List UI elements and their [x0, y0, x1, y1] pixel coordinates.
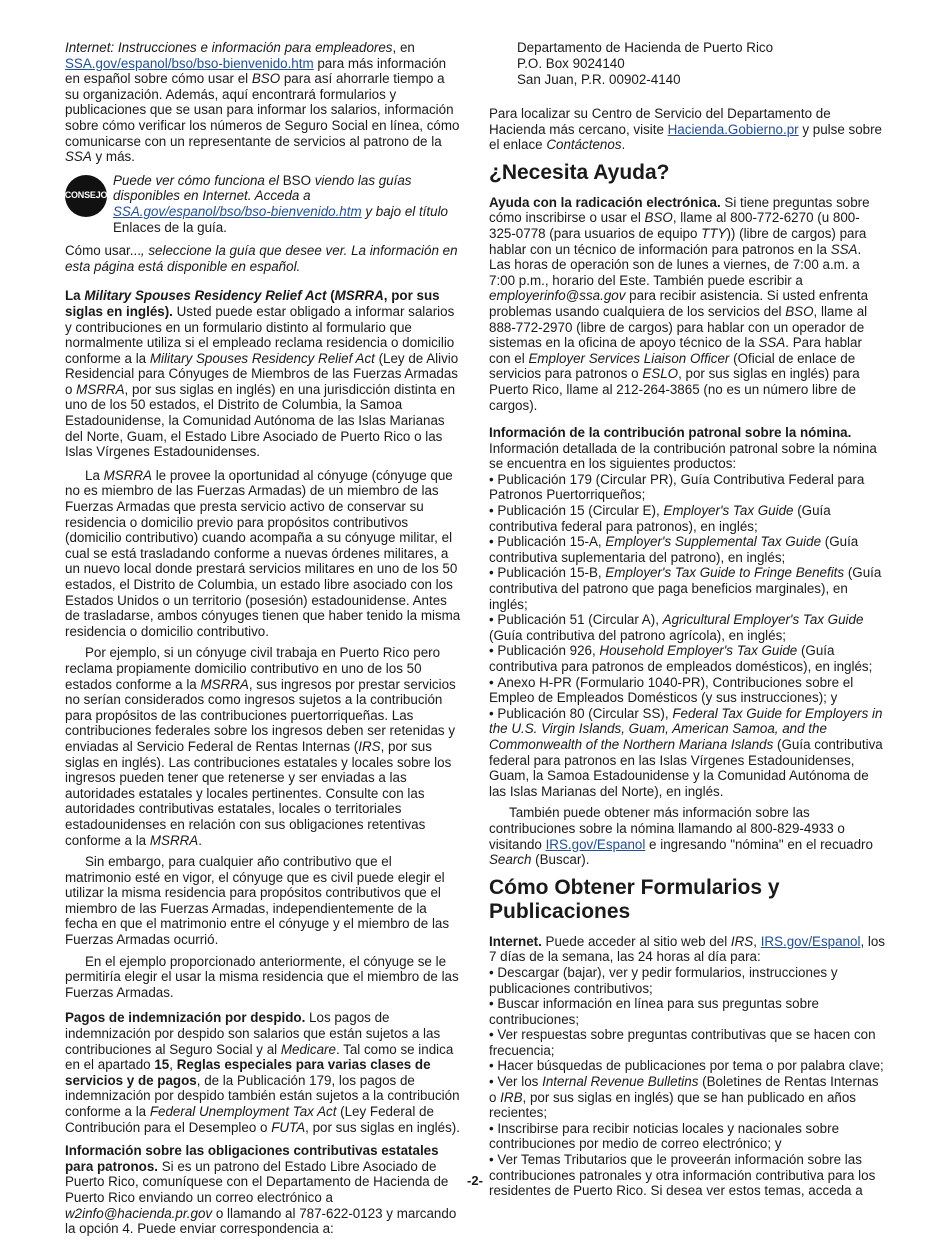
consejo-text: Puede ver cómo funciona el BSO viendo las guías disponibles en Internet. Acceda a SSA.gov/espanol/bso/bso-bienvenido.htm y bajo el título Enlaces de la guía. — [113, 172, 448, 235]
list-item: • Ver respuestas sobre preguntas contributivas que se hacen con frecuencia; — [489, 1027, 885, 1058]
list-item: • Publicación 179 (Circular PR), Guía Contributiva Federal para Patronos Puertorriqueños; — [489, 472, 885, 503]
list-item: • Inscribirse para recibir noticias locales y nacionales sobre contribuciones por medio de correo electrónico; y — [489, 1121, 885, 1152]
right-column — [489, 40, 885, 1205]
hacienda-address: Departamento de Hacienda de Puerto Rico P.O. Box 9024140 San Juan, P.R. 00902-4140 — [517, 40, 774, 87]
internet-paragraph: Internet. Puede acceder al sitio web del IRS, IRS.gov/Espanol, los 7 días de la semana, las 24 horas al día para: — [489, 933, 885, 965]
nomina-list — [489, 472, 885, 799]
left-column — [65, 40, 461, 1245]
list-item: • Hacer búsquedas de publicaciones por tema o por palabra clave; — [489, 1058, 885, 1074]
irs-espanol-link[interactable]: IRS.gov/Espanol — [545, 836, 646, 852]
list-item: • Anexo H-PR (Formulario 1040-PR), Contribuciones sobre el Empleo de Empleados Domésticos (y sus instrucciones); y — [489, 675, 885, 706]
ayuda-paragraph: Ayuda con la radicación electrónica. Si tiene preguntas sobre cómo inscribirse o usar el BSO, llame al 800-772-6270 (u 800-325-0778 (para usuarios de equipo TTY)) (libre de cargos) para hablar con un técnico de información para patronos en la SSA. Las horas de operación son de lunes a viernes, de 7:00 a.m. a 7:00 p.m., horario del Este. También puede escribir a employerinfo@ssa.gov para recibir asistencia. Si usted enfrenta problemas usando cualquiera de los servicios del BSO, llame al 888-772-2970 (libre de cargos) para hablar con un operador de sistemas en la oficina de apoyo técnico de la SSA. Para hablar con el Employer Services Liaison Officer (Oficial de enlace de servicios para patronos o ESLO, por sus siglas en inglés) para Puerto Rico, llame al 212-264-3865 (no es un número libre de cargos). — [489, 194, 870, 413]
list-item: • Publicación 926, Household Employer's Tax Guide (Guía contributiva para patronos de empleados domésticos), en inglés; — [489, 643, 885, 674]
list-item: • Publicación 15 (Circular E), Employer's Tax Guide (Guía contributiva federal para patronos), en inglés; — [489, 503, 885, 534]
hacienda-link[interactable]: Hacienda.Gobierno.pr — [667, 121, 799, 137]
intro-lead: Internet: Instrucciones e información para empleadores — [65, 40, 393, 55]
nomina-heading-paragraph: Información de la contribución patronal sobre la nómina. Información detallada de la contribución patronal sobre la nómina se encuentra en los siguientes productos: — [489, 425, 877, 472]
page-number: -2- — [467, 1173, 483, 1188]
msrra-paragraph-5: En el ejemplo proporcionado anteriormente, el cónyuge se le permitiría elegir el usar la misma residencia que el miembro de las Fuerzas Armadas. — [65, 953, 459, 1000]
msrra-paragraph-2: La MSRRA le provee la oportunidad al cónyuge (cónyuge que no es miembro de las Fuerzas Armadas) de un miembro de las Fuerzas Armadas que presta servicio activo de conservar su residencia o domicilio previo para propósitos contributivos (domicilio contributivo) cuando acompaña a su cónyuge militar, el cual se está trasladando conforme a nuevas órdenes militares, a un nuevo local donde prestará servicios militares en uno de los 50 estados, el Distrito de Columbia, un estado libre asociado con los Estados Unidos o un territorio (posesión) estadounidense. Antes de trasladarse, ambos cónyuges tienen que haber tenido la misma residencia o domicilio contributivo. — [65, 467, 461, 639]
consejo-continuation: Cómo usar..., seleccione la guía que desee ver. La información en esta página está disponible en español. — [65, 243, 458, 274]
estatales-paragraph: Información sobre las obligaciones contributivas estatales para patronos. Si es un patrono del Estado Libre Asociado de Puerto Rico, comuníquese con el Departamento de Hacienda de Puerto Rico enviando un correo electrónico a w2info@hacienda.pr.gov o llamando al 787-622-0123 y marcando la opción 4. Puede enviar correspondencia a: — [65, 1143, 457, 1237]
list-item: • Publicación 15-B, Employer's Tax Guide to Fringe Benefits (Guía contributiva del patrono que paga beneficios marginales), en inglés; — [489, 565, 885, 612]
consejo-icon: CONSEJO — [65, 175, 107, 217]
formularios-heading: Cómo Obtener Formularios y Publicaciones — [489, 875, 780, 923]
intro-paragraph: Internet: Instrucciones e información para empleadores, en SSA.gov/espanol/bso/bso-bienvenido.htm para más información en español sobre cómo usar el BSO para así ahorrarle tiempo a su organización. Además, aquí encontrará formularios y publicaciones que se usan para informar los salarios, información sobre cómo verificar los números de Seguro Social en línea, cómo comunicarse con un representante de servicios al patrono de la SSA y más. — [65, 40, 460, 165]
pagos-paragraph: Pagos de indemnización por despido. Los pagos de indemnización por despido son salarios que están sujetos a las contribuciones al Seguro Social y al Medicare. Tal como se indica en el apartado 15, Reglas especiales para varias clases de servicios y de pagos, de la Publicación 179, los pagos de indemnización por despido también están sujetos a la contribución conforme a la Federal Unemployment Tax Act (Ley Federal de Contribución para el Desempleo o FUTA, por sus siglas en inglés). — [65, 1010, 460, 1135]
internet-list — [489, 965, 885, 1199]
nomina-outro: También puede obtener más información sobre las contribuciones sobre la nómina llamando al 800-829-4933 o visitando IRS.gov/Espanol e ingresando "nómina" en el recuadro Search (Buscar). — [489, 805, 873, 868]
list-item: • Buscar información en línea para sus preguntas sobre contribuciones; — [489, 996, 885, 1027]
list-item: • Ver los Internal Revenue Bulletins (Boletines de Rentas Internas o IRB, por sus siglas en inglés) que se han publicado en años recientes; — [489, 1074, 885, 1121]
consejo-link[interactable]: SSA.gov/espanol/bso/bso-bienvenido.htm — [113, 203, 362, 219]
list-item: • Publicación 51 (Circular A), Agricultural Employer's Tax Guide (Guía contributiva del patrono agrícola), en inglés; — [489, 612, 885, 643]
consejo-tip — [65, 173, 461, 235]
list-item: • Publicación 80 (Circular SS), Federal Tax Guide for Employers in the U.S. Virgin Islands, Guam, American Samoa, and the Commonwealth of the Northern Mariana Islands (Guía contributiva federal para patronos en las Islas Vírgenes Estadounidenses, Guam, la Samoa Estadounidense y la Comunidad Autónoma de las Islas Marianas del Norte), en inglés. — [489, 706, 885, 800]
irs-gov-link[interactable]: IRS.gov/Espanol — [760, 933, 861, 949]
list-item: • Descargar (bajar), ver y pedir formularios, instrucciones y publicaciones contributivos; — [489, 965, 885, 996]
localizar-paragraph: Para localizar su Centro de Servicio del Departamento de Hacienda más cercano, visite Hacienda.Gobierno.pr y pulse sobre el enlace Contáctenos. — [489, 106, 883, 153]
msrra-paragraph-4: Sin embargo, para cualquier año contributivo que el matrimonio esté en vigor, el cónyuge que es civil puede elegir el utilizar la misma residencia para propósitos contributivos que el miembro de las Fuerzas Armadas, independientemente de la fecha en que el matrimonio entre el cónyuge y el miembro de las Fuerzas Armadas ocurrió. — [65, 854, 450, 948]
ayuda-heading: ¿Necesita Ayuda? — [489, 160, 670, 184]
list-item: • Ver Temas Tributarios que le proveerán información sobre las contribuciones patronales y otra información contributiva para los residentes de Puerto Rico. Si desea ver estos temas, acceda a — [489, 1152, 885, 1199]
list-item: • Publicación 15-A, Employer's Supplemental Tax Guide (Guía contributiva suplementaria del patrono), en inglés; — [489, 534, 885, 565]
msrra-paragraph: La Military Spouses Residency Relief Act (MSRRA, por sus siglas en inglés). Usted puede estar obligado a informar salarios y contribuciones en un formulario distinto al formulario que normalmente utiliza si el empleado reclama residencia o domicilio conforme a la Military Spouses Residency Relief Act (Ley de Alivio Residencial para Cónyuges de Miembros de las Fuerzas Armadas o MSRRA, por sus siglas en inglés) en una jurisdicción distinta en uno de los 50 estados, el Distrito de Columbia, la Samoa Estadounidense, la Comunidad Autónoma de las Islas Marianas del Norte, Guam, el Estado Libre Asociado de Puerto Rico o las Islas Vírgenes Estadounidenses. — [65, 288, 459, 460]
bso-link[interactable]: SSA.gov/espanol/bso/bso-bienvenido.htm — [65, 55, 314, 71]
msrra-paragraph-3: Por ejemplo, si un cónyuge civil trabaja en Puerto Rico pero reclama propiamente domicilio contributivo en uno de los 50 estados conforme a la MSRRA, sus ingresos por prestar servicios no serían considerados como ingresos sujetos a la contribución para propósitos de las contribuciones puertorriqueñas. Las contribuciones federales sobre los ingresos deben ser retenidas y enviadas al Servicio Federal de Rentas Internas (IRS, por sus siglas en inglés). Las contribuciones estatales y locales sobre los ingresos pueden tener que retenerse y ser enviadas a las autoridades estatales y locales pertinentes. Consulte con las autoridades contributivas estatales, locales o territoriales estadounidenses en relación con sus obligaciones retentivas conforme a la MSRRA. — [65, 645, 456, 848]
